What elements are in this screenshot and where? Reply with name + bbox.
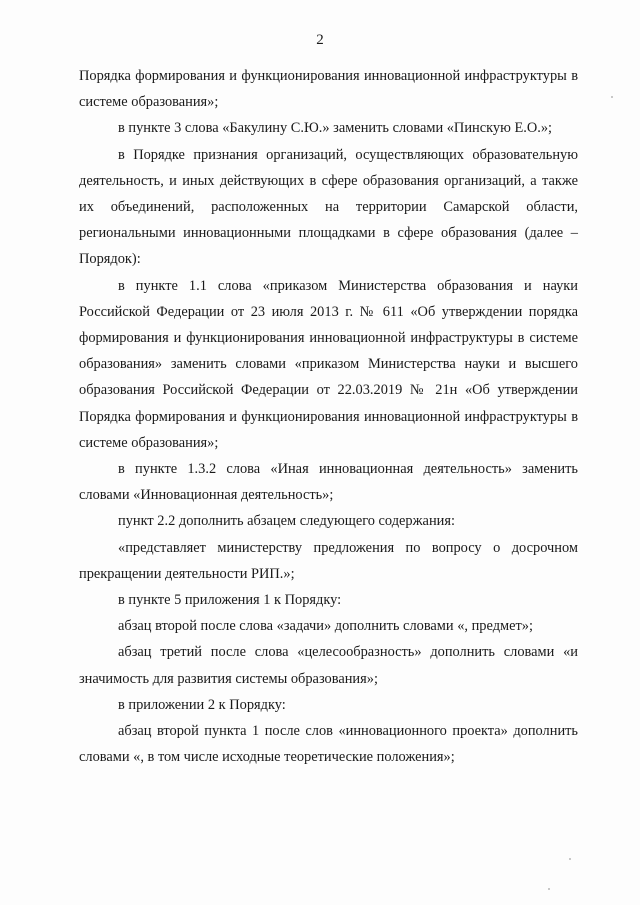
paragraph: Порядка формирования и функционирования инновационной инфраструктуры в системе образования»; — [79, 68, 578, 111]
paragraph: «представляет министерству предложения по вопросу о досрочном прекращении деятельности РИП.»; — [79, 539, 578, 582]
paragraph: в приложении 2 к Порядку: — [118, 696, 286, 713]
document-body — [79, 63, 578, 770]
paragraph: пункт 2.2 дополнить абзацем следующего содержания: — [118, 513, 455, 530]
page-number: 2 — [316, 32, 324, 48]
paragraph: в пункте 3 слова «Бакулину С.Ю.» заменить словами «Пинскую Е.О.»; — [118, 120, 553, 137]
paragraph: абзац второй после слова «задачи» дополнить словами «, предмет»; — [118, 618, 533, 635]
paragraph: в Порядке признания организаций, осуществляющих образовательную деятельность, и иных действующих в сфере образования организаций, а также их объединений, расположенных на территории Самарской области, региональными инновационными площадками в сфере образования (далее – Порядок): — [79, 146, 578, 268]
paragraph: в пункте 1.3.2 слова «Иная инновационная деятельность» заменить словами «Инновационная деятельность»; — [79, 461, 578, 504]
paragraph: абзац третий после слова «целесообразность» дополнить словами «и значимость для развития системы образования»; — [79, 644, 578, 687]
scan-speck — [611, 96, 613, 98]
paragraph: абзац второй пункта 1 после слов «инновационного проекта» дополнить словами «, в том числе исходные теоретические положения»; — [79, 723, 578, 766]
paragraph: в пункте 5 приложения 1 к Порядку: — [118, 592, 342, 609]
paragraph: в пункте 1.1 слова «приказом Министерства образования и науки Российской Федерации от 23 июля 2013 г. № 611 «Об утверждении порядка формирования и функционирования инновационной инфраструктуры в системе образования» заменить словами «приказом Министерства науки и высшего образования Российской Федерации от 22.03.2019 № 21н «Об утверждении Порядка формирования и функционирования инновационной инфраструктуры в системе образования»; — [79, 277, 578, 451]
scan-speck — [548, 888, 550, 890]
scan-speck — [569, 858, 571, 860]
